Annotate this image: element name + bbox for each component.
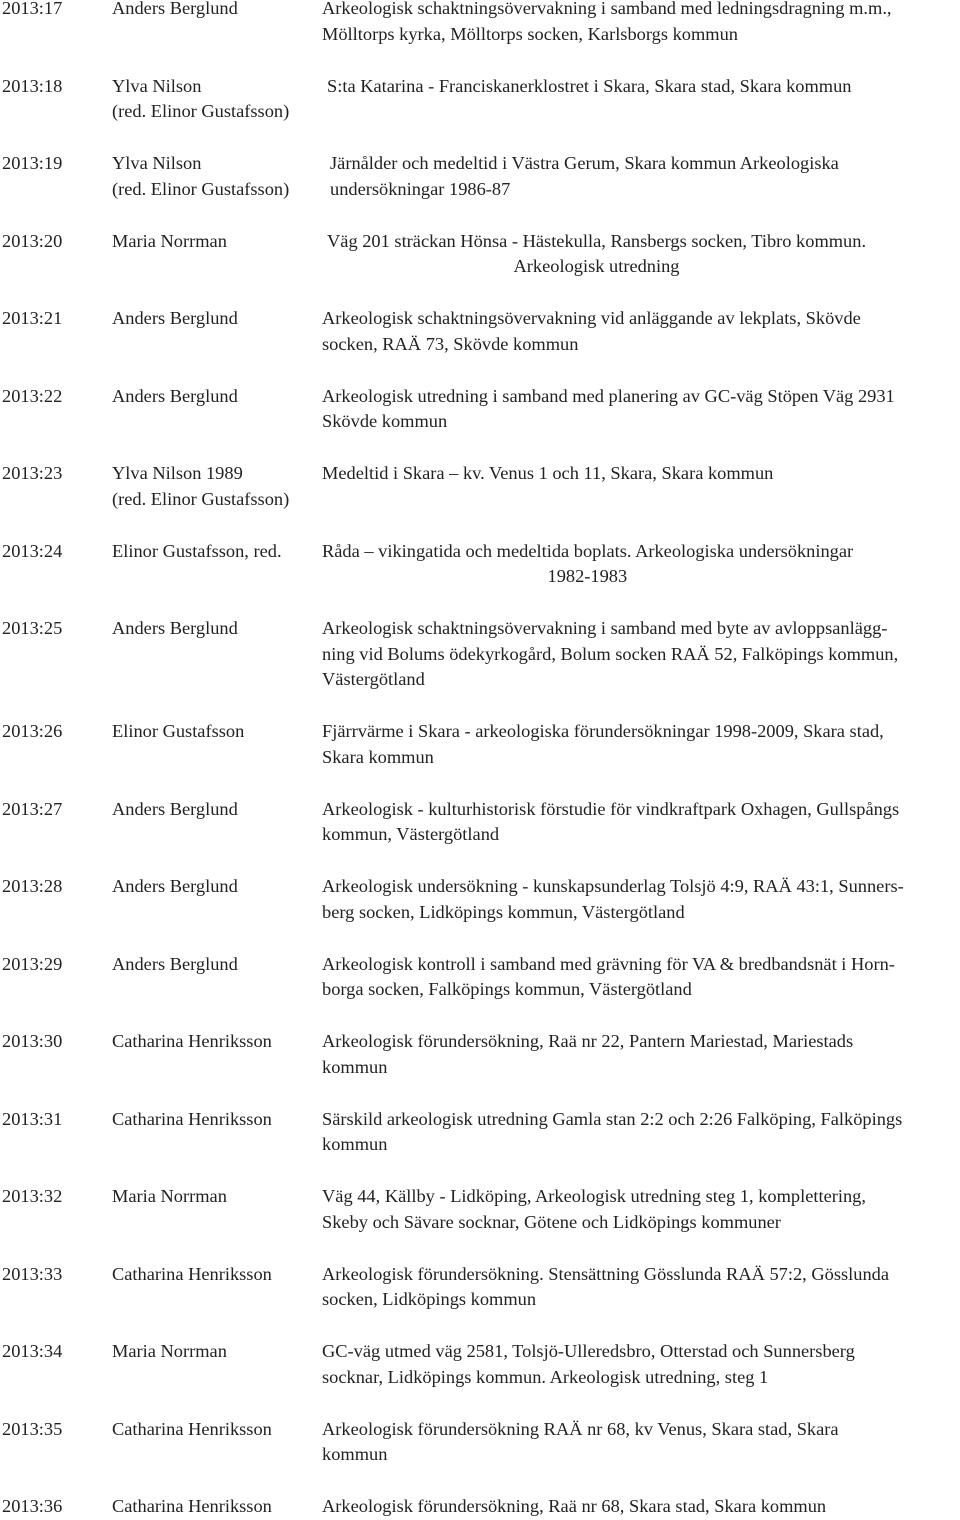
- entry-spacer: [2, 202, 960, 229]
- entry-spacer: [2, 1003, 960, 1030]
- report-title: socken, RAÄ 73, Skövde kommun: [322, 333, 579, 354]
- report-author: Catharina Henriksson: [112, 1418, 272, 1439]
- entry-line: [2, 177, 960, 203]
- report-author: Elinor Gustafsson, red.: [112, 540, 282, 561]
- entry-line: [2, 1339, 960, 1365]
- entry-spacer: [2, 47, 960, 74]
- entry-line: [2, 900, 960, 926]
- report-entry: [2, 1262, 960, 1313]
- report-number: 2013:28: [2, 876, 63, 896]
- report-entry: [2, 461, 960, 512]
- report-title: GC-väg utmed väg 2581, Tolsjö-Ulleredsbro, Otterstad och Sunnersberg: [322, 1341, 855, 1361]
- entry-line: [2, 0, 960, 22]
- report-author: Anders Berglund: [112, 618, 238, 638]
- report-title: Skara kommun: [322, 746, 434, 767]
- entry-line: [2, 1132, 960, 1158]
- entry-spacer: [2, 1080, 960, 1107]
- report-title: Arkeologisk schaktningsövervakning vid anläggande av lekplats, Skövde: [322, 308, 861, 328]
- report-title: Särskild arkeologisk utredning Gamla stan 2:2 och 2:26 Falköping, Falköpings: [322, 1108, 903, 1129]
- report-title: ning vid Bolums ödekyrkogård, Bolum socken RAÄ 52, Falköpings kommun,: [322, 643, 899, 664]
- entry-line: [2, 254, 960, 280]
- report-title: S:ta Katarina - Franciskanerklostret i Skara, Skara stad, Skara kommun: [327, 75, 852, 96]
- entry-spacer: [2, 848, 960, 875]
- report-title: Järnålder och medeltid i Västra Gerum, Skara kommun Arkeologiska: [330, 153, 839, 173]
- report-entry: [2, 1417, 960, 1468]
- report-number: 2013:36: [2, 1496, 63, 1516]
- report-author: Anders Berglund: [112, 876, 238, 896]
- entry-spacer: [2, 435, 960, 462]
- entry-line: [2, 1055, 960, 1081]
- report-author: Maria Norrman: [112, 1186, 227, 1206]
- report-author: Ylva Nilson 1989: [112, 463, 243, 483]
- report-author: Anders Berglund: [112, 953, 238, 974]
- report-title: Arkeologisk förundersökning, Raä nr 22, Pantern Mariestad, Mariestads: [322, 1031, 854, 1051]
- entry-line: [2, 409, 960, 435]
- report-author: Maria Norrman: [112, 1341, 227, 1361]
- report-author: Anders Berglund: [112, 798, 238, 819]
- report-author: Anders Berglund: [112, 0, 238, 18]
- report-title: Medeltid i Skara – kv. Venus 1 och 11, Skara, Skara kommun: [322, 463, 774, 483]
- report-author: Ylva Nilson: [112, 153, 202, 173]
- report-title: Skeby och Sävare socknar, Götene och Lidköpings kommuner: [322, 1211, 781, 1232]
- entry-line: [2, 874, 960, 900]
- report-title: undersökningar 1986-87: [330, 178, 511, 199]
- report-author: Catharina Henriksson: [112, 1263, 272, 1284]
- report-number: 2013:22: [2, 385, 63, 406]
- entry-line: [2, 332, 960, 358]
- report-title: Väg 201 sträckan Hönsa - Hästekulla, Ransbergs socken, Tibro kommun.: [327, 230, 867, 251]
- entry-spacer: [2, 512, 960, 539]
- report-series-list: [2, 0, 960, 1520]
- entry-spacer: [2, 693, 960, 720]
- report-number: 2013:21: [2, 308, 63, 328]
- entry-line: [2, 539, 960, 565]
- entry-line: [2, 306, 960, 332]
- entry-spacer: [2, 590, 960, 617]
- report-title: 1982-1983: [547, 566, 628, 586]
- report-number: 2013:30: [2, 1031, 63, 1051]
- report-title: Råda – vikingatida och medeltida boplats. Arkeologiska undersökningar: [322, 540, 854, 561]
- report-entry: [2, 151, 960, 202]
- report-entry: [2, 1029, 960, 1080]
- entry-line: [2, 99, 960, 125]
- report-title: Arkeologisk förundersökning. Stensättning Gösslunda RAÄ 57:2, Gösslunda: [322, 1263, 890, 1284]
- report-title: Arkeologisk förundersökning RAÄ nr 68, kv Venus, Skara stad, Skara: [322, 1418, 839, 1439]
- report-entry: [2, 0, 960, 47]
- report-entry: [2, 1494, 960, 1520]
- report-title: socknar, Lidköpings kommun. Arkeologisk utredning, steg 1: [322, 1366, 769, 1387]
- entry-line: [2, 642, 960, 668]
- entry-line: [2, 952, 960, 978]
- entry-spacer: [2, 280, 960, 307]
- entry-line: [2, 822, 960, 848]
- report-number: 2013:23: [2, 463, 63, 483]
- report-title: Fjärrvärme i Skara - arkeologiska förundersökningar 1998-2009, Skara stad,: [322, 721, 884, 741]
- report-author: Elinor Gustafsson: [112, 721, 245, 741]
- entry-line: [2, 1029, 960, 1055]
- report-entry: [2, 74, 960, 125]
- report-title: borga socken, Falköpings kommun, Västergötland: [322, 979, 692, 999]
- report-number: 2013:32: [2, 1186, 63, 1206]
- report-title: Arkeologisk undersökning - kunskapsunderlag Tolsjö 4:9, RAÄ 43:1, Sunners-: [322, 876, 904, 896]
- report-author: Anders Berglund: [112, 308, 238, 328]
- report-title: Arkeologisk utredning: [513, 256, 680, 276]
- entry-line: [2, 1442, 960, 1468]
- report-title: Väg 44, Källby - Lidköping, Arkeologisk utredning steg 1, komplettering,: [322, 1186, 866, 1206]
- report-author: (red. Elinor Gustafsson): [112, 101, 290, 121]
- report-number: 2013:18: [2, 75, 63, 96]
- report-author: Catharina Henriksson: [112, 1031, 272, 1051]
- entry-spacer: [2, 125, 960, 152]
- report-number: 2013:26: [2, 721, 63, 741]
- entry-line: [2, 977, 960, 1003]
- report-title: Västergötland: [322, 669, 425, 689]
- report-title: kommun: [322, 1444, 388, 1464]
- entry-line: [2, 616, 960, 642]
- entry-line: [2, 151, 960, 177]
- report-entry: [2, 952, 960, 1003]
- report-title: Arkeologisk schaktningsövervakning i samband med byte av avloppsanlägg-: [322, 618, 888, 638]
- report-entry: [2, 1107, 960, 1158]
- report-entry: [2, 539, 960, 590]
- report-number: 2013:33: [2, 1263, 63, 1284]
- entry-line: [2, 1210, 960, 1236]
- entry-line: [2, 1494, 960, 1520]
- entry-spacer: [2, 1235, 960, 1262]
- entry-line: [2, 384, 960, 410]
- report-entry: [2, 384, 960, 435]
- report-entry: [2, 874, 960, 925]
- entry-line: [2, 229, 960, 255]
- entry-spacer: [2, 1158, 960, 1185]
- report-title: Arkeologisk schaktningsövervakning i samband med ledningsdragning m.m.,: [322, 0, 892, 18]
- report-title: Skövde kommun: [322, 411, 448, 431]
- report-number: 2013:24: [2, 540, 63, 561]
- entry-line: [2, 487, 960, 513]
- report-entry: [2, 719, 960, 770]
- report-number: 2013:35: [2, 1418, 63, 1439]
- entry-line: [2, 1262, 960, 1288]
- report-author: Anders Berglund: [112, 385, 238, 406]
- report-number: 2013:20: [2, 230, 63, 251]
- report-number: 2013:31: [2, 1108, 63, 1129]
- entry-line: [2, 1107, 960, 1133]
- entry-line: [2, 564, 960, 590]
- report-title: kommun, Västergötland: [322, 824, 500, 844]
- report-entry: [2, 229, 960, 280]
- report-number: 2013:25: [2, 618, 63, 638]
- entry-spacer: [2, 925, 960, 952]
- report-title: Arkeologisk förundersökning, Raä nr 68, Skara stad, Skara kommun: [322, 1496, 827, 1516]
- report-title: Arkeologisk kontroll i samband med grävning för VA & bredbandsnät i Horn-: [322, 953, 895, 974]
- report-entry: [2, 1184, 960, 1235]
- report-author: (red. Elinor Gustafsson): [112, 178, 290, 199]
- report-title: Arkeologisk utredning i samband med planering av GC-väg Stöpen Väg 2931: [322, 385, 895, 406]
- report-number: 2013:27: [2, 798, 63, 819]
- entry-line: [2, 1365, 960, 1391]
- report-author: Catharina Henriksson: [112, 1496, 272, 1516]
- entry-line: [2, 22, 960, 48]
- entry-line: [2, 74, 960, 100]
- report-author: (red. Elinor Gustafsson): [112, 488, 290, 509]
- entry-line: [2, 461, 960, 487]
- report-author: Catharina Henriksson: [112, 1108, 272, 1129]
- report-title: Mölltorps kyrka, Mölltorps socken, Karlsborgs kommun: [322, 23, 738, 44]
- entry-spacer: [2, 1313, 960, 1340]
- report-number: 2013:17: [2, 0, 63, 18]
- report-title: kommun: [322, 1134, 388, 1154]
- report-entry: [2, 1339, 960, 1390]
- report-title: Arkeologisk - kulturhistorisk förstudie för vindkraftpark Oxhagen, Gullspångs: [322, 798, 900, 819]
- report-entry: [2, 616, 960, 693]
- entry-spacer: [2, 770, 960, 797]
- report-title: kommun: [322, 1056, 388, 1077]
- entry-line: [2, 745, 960, 771]
- report-title: berg socken, Lidköpings kommun, Västergötland: [322, 901, 685, 922]
- report-entry: [2, 306, 960, 357]
- entry-line: [2, 1184, 960, 1210]
- entry-spacer: [2, 1468, 960, 1495]
- report-author: Ylva Nilson: [112, 75, 202, 96]
- entry-line: [2, 667, 960, 693]
- entry-line: [2, 1417, 960, 1443]
- report-entry: [2, 797, 960, 848]
- report-title: socken, Lidköpings kommun: [322, 1289, 537, 1309]
- report-number: 2013:19: [2, 153, 63, 173]
- entry-line: [2, 1287, 960, 1313]
- report-author: Maria Norrman: [112, 230, 227, 251]
- entry-line: [2, 719, 960, 745]
- report-number: 2013:34: [2, 1341, 63, 1361]
- report-number: 2013:29: [2, 953, 63, 974]
- entry-line: [2, 797, 960, 823]
- entry-spacer: [2, 1390, 960, 1417]
- entry-spacer: [2, 357, 960, 384]
